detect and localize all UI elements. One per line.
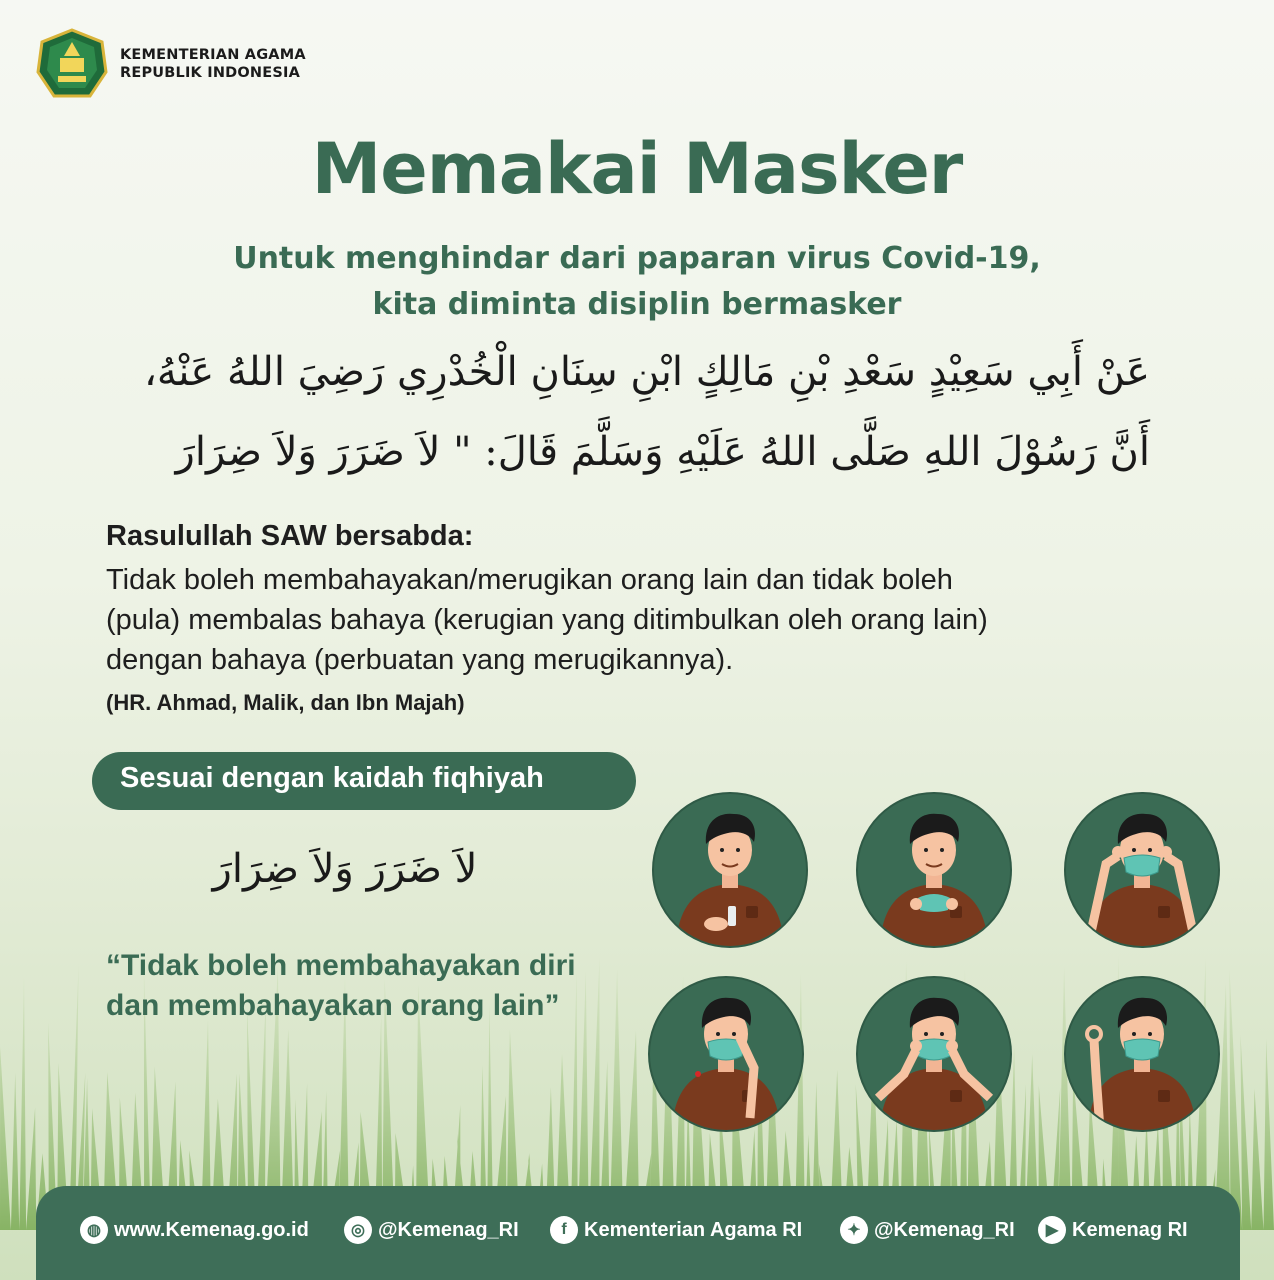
kaidah-quote <box>106 946 576 1026</box>
hadith-line-2: (pula) membalas bahaya (kerugian yang ditimbulkan oleh orang lain) <box>106 604 988 636</box>
hold-mask-step-icon <box>856 792 1012 948</box>
hand-sanitizer-step-icon <box>652 792 808 948</box>
quote-line-1: “Tidak boleh membahayakan diri <box>106 949 576 982</box>
facebook-label: Kementerian Agama RI <box>584 1218 803 1241</box>
ministry-name <box>120 46 306 82</box>
subtitle <box>0 236 1274 328</box>
adjust-mask-step-icon <box>856 976 1012 1132</box>
kemenag-emblem-icon <box>36 28 108 100</box>
arabic-line-2: أَنَّ رَسُوْلَ اللهِ صَلَّى اللهُ عَلَيْهِ وَسَلَّمَ قَالَ: " لاَ ضَرَرَ وَلاَ ضِرَارَ <box>175 429 1150 475</box>
hadith-line-3: dengan bahaya (perbuatan yang merugikannya). <box>106 644 734 676</box>
twitter-label: @Kemenag_RI <box>874 1218 1015 1241</box>
avoid-touching-face-step-icon <box>648 976 804 1132</box>
instagram-link[interactable] <box>344 1216 519 1244</box>
twitter-link[interactable] <box>840 1216 1015 1244</box>
quote-line-2: dan membahayakan orang lain” <box>106 989 560 1022</box>
kaidah-pill <box>92 752 636 810</box>
hadith-heading: Rasulullah SAW bersabda: <box>106 520 474 552</box>
kaidah-pill-label: Sesuai dengan kaidah fiqhiyah <box>120 762 544 794</box>
youtube-label: Kemenag RI <box>1072 1218 1188 1241</box>
website-link[interactable] <box>80 1216 309 1244</box>
page-title: Memakai Masker <box>311 128 963 210</box>
globe-icon: ◍ <box>80 1216 108 1244</box>
arabic-line-1: عَنْ أَبِي سَعِيْدٍ سَعْدِ بْنِ مَالِكٍ ابْنِ سِنَانِ الْخُدْرِي رَضِيَ اللهُ عَنْهُ، <box>143 349 1150 395</box>
mask-ok-step-icon <box>1064 976 1220 1132</box>
put-on-mask-step-icon <box>1064 792 1220 948</box>
subtitle-line-1: Untuk menghindar dari paparan virus Covid-19, <box>233 241 1041 276</box>
hadith-source: (HR. Ahmad, Malik, dan Ibn Majah) <box>106 690 465 715</box>
arabic-hadith <box>110 332 1150 492</box>
youtube-link[interactable] <box>1038 1216 1188 1244</box>
hadith-translation <box>106 560 988 680</box>
ministry-line-2: REPUBLIK INDONESIA <box>120 65 301 81</box>
youtube-icon: ▶ <box>1038 1216 1066 1244</box>
ministry-line-1: KEMENTERIAN AGAMA <box>120 47 306 63</box>
instagram-label: @Kemenag_RI <box>378 1218 519 1241</box>
hadith-line-1: Tidak boleh membahayakan/merugikan orang lain dan tidak boleh <box>106 564 953 596</box>
website-label: www.Kemenag.go.id <box>114 1218 309 1241</box>
twitter-icon: ✦ <box>840 1216 868 1244</box>
facebook-icon: f <box>550 1216 578 1244</box>
arabic-maxim: لاَ ضَرَرَ وَلاَ ضِرَارَ <box>212 846 478 892</box>
instagram-icon: ◎ <box>344 1216 372 1244</box>
facebook-link[interactable] <box>550 1216 802 1244</box>
subtitle-line-2: kita diminta disiplin bermasker <box>372 287 902 322</box>
